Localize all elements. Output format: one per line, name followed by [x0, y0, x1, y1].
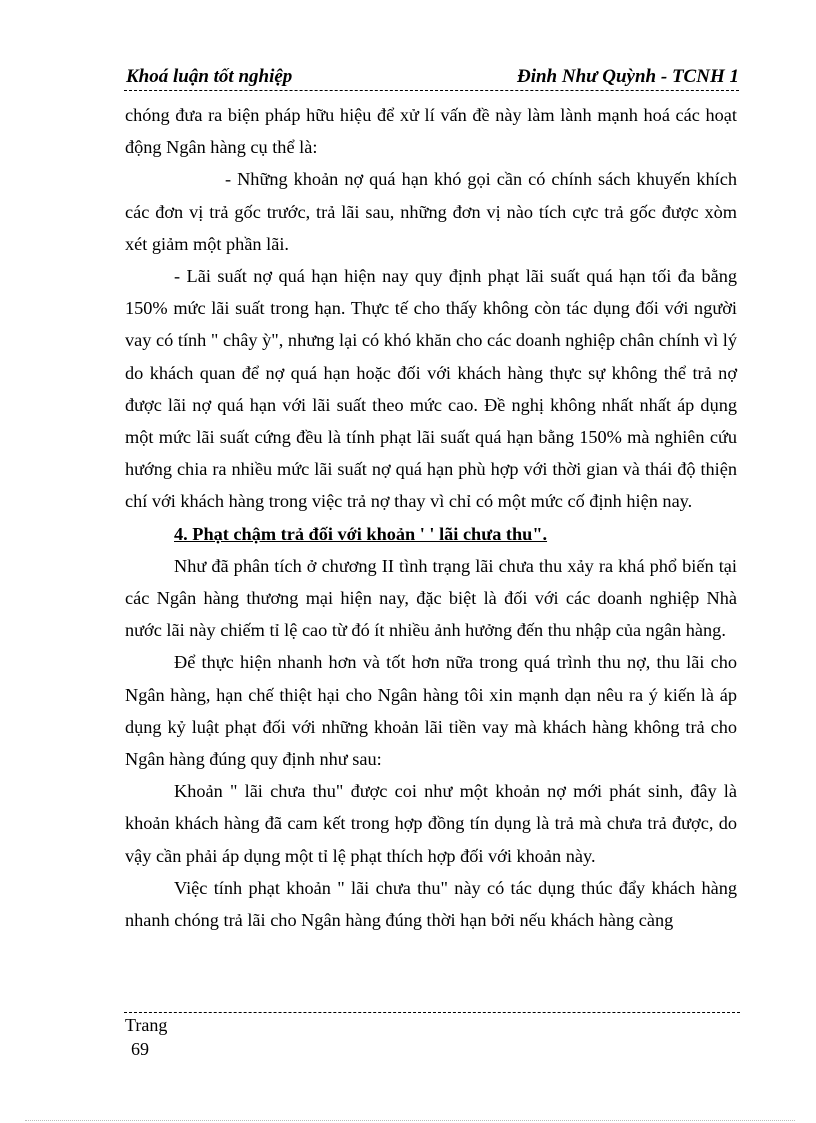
paragraph-bullet-overdue-debts: - Những khoản nợ quá hạn khó gọi cần có chính sách khuyến khích các đơn vị trả gốc trước, trả lãi sau, những đơn vị nào tích cực trả gốc được xòm xét giảm một phần lãi.	[125, 169, 737, 254]
footer-page-label: Trang	[125, 1015, 168, 1035]
paragraph-continuation: chóng đưa ra biện pháp hữu hiệu để xử lí vấn đề này làm lành mạnh hoá các hoạt động Ngân hàng cụ thể là:	[125, 105, 737, 158]
paragraph-unpaid-interest: Khoản " lãi chưa thu" được coi như một khoản nợ mới phát sinh, đây là khoản khách hàng đã cam kết trong hợp đồng tín dụng là trả mà chưa trả được, do vậy cần phải áp dụng một tỉ lệ phạt thích hợp đối với khoản này.	[125, 781, 737, 866]
paragraph-penalty-effect: Việc tính phạt khoản " lãi chưa thu" này có tác dụng thúc đẩy khách hàng nhanh chóng trả lãi cho Ngân hàng đúng thời hạn bởi nếu khách hàng càng	[125, 877, 737, 931]
header-document-title: Khoá luận tốt nghiệp	[126, 66, 293, 87]
header-author: Đinh Như Quỳnh - TCNH 1	[516, 66, 739, 87]
paragraph-analysis: Như đã phân tích ở chương II tình trạng lãi chưa thu xảy ra khá phổ biến tại các Ngân hàng thương mại hiện nay, đặc biệt là đối với các doanh nghiệp Nhà nước lãi này chiếm tỉ lệ cao từ đó ít nhiều ảnh hưởng đến thu nhập của ngân hàng.	[125, 555, 737, 641]
document-body	[125, 99, 737, 936]
paragraph-bullet-overdue-interest: - Lãi suất nợ quá hạn hiện nay quy định phạt lãi suất quá hạn tối đa bằng 150% mức lãi suất trong hạn. Thực tế cho thấy không còn tác dụng đối với người vay có tính " chây ỳ", nhưng lại có khó khăn cho các doanh nghiệp chân chính vì lý do khách quan để nợ quá hạn hoặc đối với khách hàng thực sự không thể trả nợ được lãi nợ quá hạn với lãi suất theo mức cao. Đề nghị không nhất nhất áp dụng một mức lãi suất cứng đều là tính phạt lãi suất quá hạn bằng 150% mà nghiên cứu hướng chia ra nhiều mức lãi suất nợ quá hạn phù hợp với thời gian và thái độ thiện chí với khách hàng trong việc trả nợ thay vì chỉ có một mức cố định hiện nay.	[125, 266, 737, 512]
page-bottom-edge	[25, 1120, 795, 1121]
page-header	[124, 64, 739, 91]
footer-divider	[124, 1012, 740, 1013]
paragraph-proposal: Để thực hiện nhanh hơn và tốt hơn nữa trong quá trình thu nợ, thu lãi cho Ngân hàng, hạn chế thiệt hại cho Ngân hàng tôi xin mạnh dạn nêu ra ý kiến là áp dụng kỷ luật phạt đối với những khoản lãi tiền vay mà khách hàng không trả cho Ngân hàng đúng quy định như sau:	[125, 652, 737, 770]
section-heading: 4. Phạt chậm trả đối với khoản ' ' lãi chưa thu".	[174, 523, 548, 544]
footer-page-number: 69	[131, 1039, 149, 1059]
